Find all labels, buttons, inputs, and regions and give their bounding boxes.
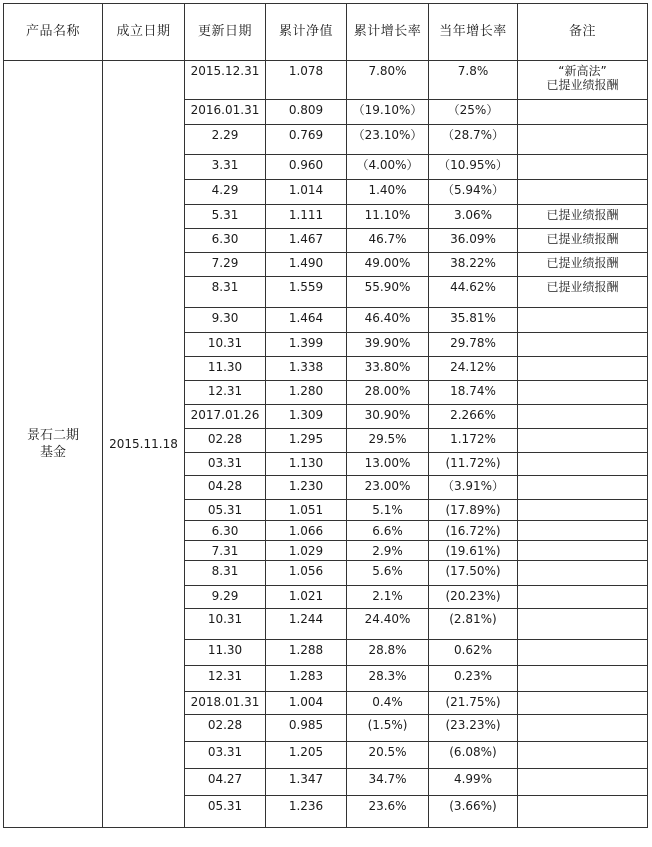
cumulative-nav-cell: 1.021 (266, 586, 347, 609)
cumulative-growth-cell: （23.10%） (347, 125, 429, 155)
remark-cell (518, 180, 648, 205)
remark-cell (518, 500, 648, 521)
ytd-growth-cell: (17.89%) (429, 500, 518, 521)
update-date-cell: 2018.01.31 (185, 692, 266, 715)
remark-cell (518, 205, 648, 229)
update-date-cell: 02.28 (185, 715, 266, 742)
cumulative-growth-cell: 28.8% (347, 640, 429, 666)
cumulative-nav-cell: 1.111 (266, 205, 347, 229)
update-date-cell: 12.31 (185, 381, 266, 405)
update-date-cell: 7.31 (185, 541, 266, 561)
remark-cell (518, 229, 648, 253)
update-date-cell: 2016.01.31 (185, 100, 266, 125)
ytd-growth-cell: (23.23%) (429, 715, 518, 742)
cumulative-growth-cell: 49.00% (347, 253, 429, 277)
cumulative-growth-cell: 29.5% (347, 429, 429, 453)
header-established-date: 成立日期 (103, 4, 185, 61)
cumulative-growth-cell: 1.40% (347, 180, 429, 205)
update-date-cell: 05.31 (185, 500, 266, 521)
cumulative-growth-cell: 20.5% (347, 742, 429, 769)
cumulative-growth-cell: 39.90% (347, 333, 429, 357)
cumulative-growth-cell: 6.6% (347, 521, 429, 541)
update-date-cell: 6.30 (185, 521, 266, 541)
update-date-cell: 04.28 (185, 476, 266, 500)
cumulative-nav-cell: 1.467 (266, 229, 347, 253)
cumulative-nav-cell: 1.230 (266, 476, 347, 500)
remark-cell (518, 521, 648, 541)
remark-cell (518, 125, 648, 155)
ytd-growth-cell: (21.75%) (429, 692, 518, 715)
update-date-cell: 10.31 (185, 333, 266, 357)
ytd-growth-cell: 0.23% (429, 666, 518, 692)
update-date-cell: 7.29 (185, 253, 266, 277)
update-date-cell: 05.31 (185, 796, 266, 828)
remark-line1: “新高法” (558, 64, 607, 78)
remark-cell (518, 666, 648, 692)
cumulative-nav-cell: 0.960 (266, 155, 347, 180)
cumulative-growth-cell: 2.1% (347, 586, 429, 609)
cumulative-nav-cell: 1.014 (266, 180, 347, 205)
ytd-growth-cell: 36.09% (429, 229, 518, 253)
cumulative-growth-cell: 5.6% (347, 561, 429, 586)
update-date-cell: 9.29 (185, 586, 266, 609)
remark-cell (518, 796, 648, 828)
cumulative-growth-cell: 23.00% (347, 476, 429, 500)
update-date-cell: 10.31 (185, 609, 266, 640)
cumulative-nav-cell: 1.051 (266, 500, 347, 521)
header-ytd-growth: 当年增长率 (429, 4, 518, 61)
ytd-growth-cell: 3.06% (429, 205, 518, 229)
cumulative-nav-cell: 1.244 (266, 609, 347, 640)
remark-cell (518, 308, 648, 333)
update-date-cell: 04.27 (185, 769, 266, 796)
update-date-cell: 11.30 (185, 640, 266, 666)
ytd-growth-cell: (16.72%) (429, 521, 518, 541)
cumulative-nav-cell: 1.078 (266, 61, 347, 100)
header-remarks: 备注 (518, 4, 648, 61)
remark-cell (518, 405, 648, 429)
remark-cell (518, 476, 648, 500)
fund-nav-table (3, 3, 648, 828)
cumulative-nav-cell: 1.066 (266, 521, 347, 541)
cumulative-nav-cell: 0.769 (266, 125, 347, 155)
cumulative-growth-cell: （4.00%） (347, 155, 429, 180)
update-date-cell: 03.31 (185, 453, 266, 476)
update-date-cell: 03.31 (185, 742, 266, 769)
remark-cell (518, 715, 648, 742)
remark-cell (518, 586, 648, 609)
remark-cell (518, 769, 648, 796)
cumulative-growth-cell: 55.90% (347, 277, 429, 308)
header-cumulative-nav: 累计净值 (266, 4, 347, 61)
cumulative-nav-cell: 1.236 (266, 796, 347, 828)
header-update-date: 更新日期 (185, 4, 266, 61)
cumulative-growth-cell: 24.40% (347, 609, 429, 640)
cumulative-growth-cell: 46.40% (347, 308, 429, 333)
update-date-cell: 12.31 (185, 666, 266, 692)
product-name-cell (4, 61, 103, 828)
cumulative-nav-cell: 1.309 (266, 405, 347, 429)
update-date-cell: 02.28 (185, 429, 266, 453)
cumulative-nav-cell: 0.809 (266, 100, 347, 125)
cumulative-growth-cell: 30.90% (347, 405, 429, 429)
header-cumulative-growth: 累计增长率 (347, 4, 429, 61)
cumulative-nav-cell: 1.056 (266, 561, 347, 586)
cumulative-growth-cell: 11.10% (347, 205, 429, 229)
ytd-growth-cell: 44.62% (429, 277, 518, 308)
ytd-growth-cell: 4.99% (429, 769, 518, 796)
cumulative-growth-cell: (1.5%) (347, 715, 429, 742)
ytd-growth-cell: （3.91%） (429, 476, 518, 500)
cumulative-nav-cell: 1.130 (266, 453, 347, 476)
header-row (4, 4, 648, 61)
ytd-growth-cell: 1.172% (429, 429, 518, 453)
ytd-growth-cell: （25%） (429, 100, 518, 125)
ytd-growth-cell: （28.7%） (429, 125, 518, 155)
ytd-growth-cell: (17.50%) (429, 561, 518, 586)
ytd-growth-cell: 29.78% (429, 333, 518, 357)
cumulative-growth-cell: 5.1% (347, 500, 429, 521)
cumulative-growth-cell: 13.00% (347, 453, 429, 476)
cumulative-nav-cell: 1.347 (266, 769, 347, 796)
update-date-cell: 3.31 (185, 155, 266, 180)
update-date-cell: 11.30 (185, 357, 266, 381)
header-product-name: 产品名称 (4, 4, 103, 61)
cumulative-nav-cell: 1.004 (266, 692, 347, 715)
update-date-cell: 8.31 (185, 277, 266, 308)
ytd-growth-cell: (6.08%) (429, 742, 518, 769)
ytd-growth-cell: (19.61%) (429, 541, 518, 561)
ytd-growth-cell: （5.94%） (429, 180, 518, 205)
remark-line1: 已提业绩报酬 (546, 256, 619, 270)
cumulative-growth-cell: 28.00% (347, 381, 429, 405)
remark-cell (518, 100, 648, 125)
remark-cell (518, 609, 648, 640)
cumulative-growth-cell: 23.6% (347, 796, 429, 828)
cumulative-growth-cell: 33.80% (347, 357, 429, 381)
update-date-cell: 4.29 (185, 180, 266, 205)
cumulative-growth-cell: （19.10%） (347, 100, 429, 125)
cumulative-growth-cell: 34.7% (347, 769, 429, 796)
cumulative-nav-cell: 1.205 (266, 742, 347, 769)
cumulative-nav-cell: 1.490 (266, 253, 347, 277)
ytd-growth-cell: 2.266% (429, 405, 518, 429)
remark-cell (518, 333, 648, 357)
ytd-growth-cell: 24.12% (429, 357, 518, 381)
table-row (4, 61, 648, 100)
cumulative-growth-cell: 7.80% (347, 61, 429, 100)
cumulative-nav-cell: 1.288 (266, 640, 347, 666)
remark-line2: 已提业绩报酬 (546, 78, 619, 92)
remark-cell (518, 253, 648, 277)
ytd-growth-cell: (2.81%) (429, 609, 518, 640)
ytd-growth-cell: (20.23%) (429, 586, 518, 609)
remark-line1: 已提业绩报酬 (546, 232, 619, 246)
remark-cell (518, 155, 648, 180)
ytd-growth-cell: (3.66%) (429, 796, 518, 828)
remark-cell (518, 692, 648, 715)
update-date-cell: 2015.12.31 (185, 61, 266, 100)
remark-cell (518, 61, 648, 100)
ytd-growth-cell: 38.22% (429, 253, 518, 277)
remark-cell (518, 357, 648, 381)
remark-line1: 已提业绩报酬 (546, 208, 619, 222)
update-date-cell: 2017.01.26 (185, 405, 266, 429)
cumulative-nav-cell: 1.280 (266, 381, 347, 405)
ytd-growth-cell: (11.72%) (429, 453, 518, 476)
remark-cell (518, 541, 648, 561)
ytd-growth-cell: 18.74% (429, 381, 518, 405)
cumulative-nav-cell: 1.559 (266, 277, 347, 308)
update-date-cell: 2.29 (185, 125, 266, 155)
cumulative-nav-cell: 1.283 (266, 666, 347, 692)
update-date-cell: 8.31 (185, 561, 266, 586)
ytd-growth-cell: 35.81% (429, 308, 518, 333)
update-date-cell: 5.31 (185, 205, 266, 229)
cumulative-nav-cell: 1.464 (266, 308, 347, 333)
ytd-growth-cell: （10.95%） (429, 155, 518, 180)
cumulative-nav-cell: 1.338 (266, 357, 347, 381)
update-date-cell: 6.30 (185, 229, 266, 253)
remark-cell (518, 561, 648, 586)
cumulative-nav-cell: 1.029 (266, 541, 347, 561)
product-name-line1: 景石二期 (26, 428, 79, 443)
product-name-line2: 基金 (39, 445, 66, 460)
cumulative-nav-cell: 1.399 (266, 333, 347, 357)
remark-line1: 已提业绩报酬 (546, 280, 619, 294)
remark-cell (518, 277, 648, 308)
cumulative-nav-cell: 0.985 (266, 715, 347, 742)
update-date-cell: 9.30 (185, 308, 266, 333)
cumulative-growth-cell: 28.3% (347, 666, 429, 692)
remark-cell (518, 381, 648, 405)
remark-cell (518, 742, 648, 769)
cumulative-growth-cell: 2.9% (347, 541, 429, 561)
remark-cell (518, 453, 648, 476)
ytd-growth-cell: 0.62% (429, 640, 518, 666)
ytd-growth-cell: 7.8% (429, 61, 518, 100)
cumulative-growth-cell: 46.7% (347, 229, 429, 253)
established-date-cell: 2015.11.18 (103, 61, 185, 828)
cumulative-nav-cell: 1.295 (266, 429, 347, 453)
cumulative-growth-cell: 0.4% (347, 692, 429, 715)
remark-cell (518, 429, 648, 453)
remark-cell (518, 640, 648, 666)
